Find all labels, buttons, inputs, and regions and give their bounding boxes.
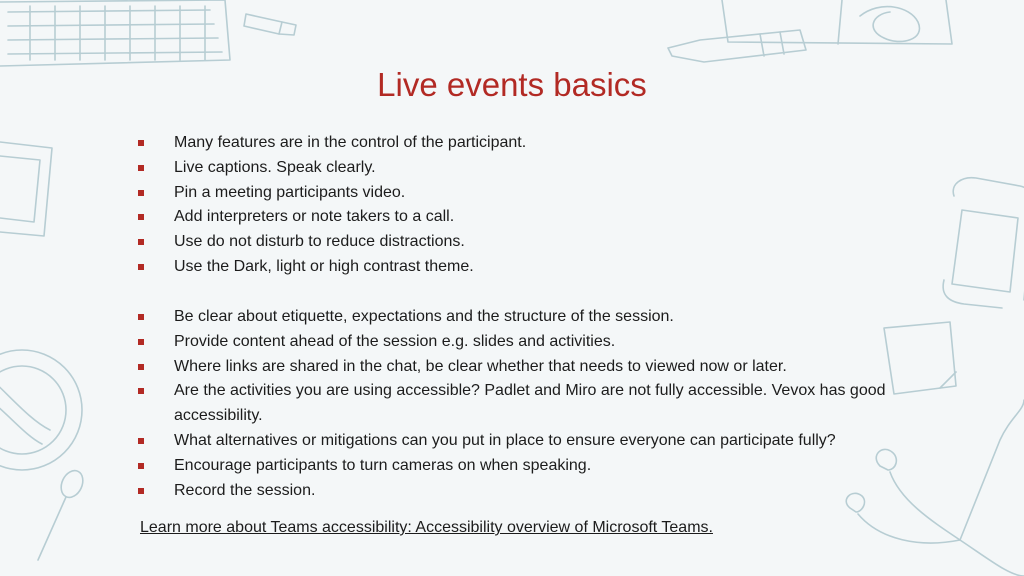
list-item-text: Be clear about etiquette, expectations and the structure of the session. — [174, 308, 674, 325]
list-item-text: Use the Dark, light or high contrast theme. — [174, 257, 474, 275]
list-item-text: Use do not disturb to reduce distractions. — [174, 233, 465, 251]
slide-title: Live events basics — [377, 66, 647, 103]
bullet-marker — [138, 214, 144, 220]
list-item-text: Live captions. Speak clearly. — [174, 158, 376, 176]
bullet-marker — [138, 463, 144, 469]
list-item-text: Provide content ahead of the session e.g. slides and activities. — [174, 332, 616, 350]
bullet-marker — [138, 190, 144, 196]
teams-accessibility-link[interactable]: Learn more about Teams accessibility: Accessibility overview of Microsoft Teams. — [140, 519, 713, 536]
list-item — [138, 156, 898, 181]
list-item — [138, 230, 898, 255]
list-item-text: Encourage participants to turn cameras on when speaking. — [174, 456, 592, 474]
usb-stick-icon — [244, 14, 296, 35]
list-item — [138, 379, 898, 429]
notebook-icon — [722, 0, 952, 44]
list-item-text: Many features are in the control of the participant. — [174, 134, 527, 151]
list-item — [138, 205, 898, 230]
list-item — [138, 305, 898, 330]
list-item-text: Record the session. — [174, 481, 316, 499]
bullet-list-etiquette — [138, 305, 898, 503]
bullet-marker — [138, 140, 144, 146]
list-item-text: Add interpreters or note takers to a call. — [174, 208, 455, 226]
bullet-marker — [138, 264, 144, 270]
list-item — [138, 355, 898, 380]
bullet-marker — [138, 165, 144, 171]
list-item — [138, 131, 898, 156]
list-item-text: Are the activities you are using accessible? Padlet and Miro are not fully accessible. Vevox has good accessibility. — [174, 382, 886, 425]
bullet-marker — [138, 339, 144, 345]
photo-frame-icon — [0, 142, 52, 236]
spoon-icon — [38, 467, 87, 560]
pen-icon — [668, 30, 806, 62]
bullet-marker — [138, 388, 144, 394]
bullet-marker — [138, 239, 144, 245]
bullet-marker — [138, 364, 144, 370]
list-item-text: What alternatives or mitigations can you put in place to ensure everyone can participate fully? — [174, 431, 836, 449]
coffee-cup-icon — [0, 350, 82, 470]
bullet-marker — [138, 488, 144, 494]
list-item — [138, 255, 898, 280]
list-item-text: Pin a meeting participants video. — [174, 183, 406, 201]
list-item — [138, 479, 898, 504]
bullet-list-features — [138, 131, 898, 280]
keyboard-icon — [0, 0, 230, 66]
list-item — [138, 181, 898, 206]
bullet-marker — [138, 314, 144, 320]
smartphone-icon — [943, 178, 1024, 308]
list-item — [138, 454, 898, 479]
bullet-marker — [138, 438, 144, 444]
list-item — [138, 429, 898, 454]
list-item-text: Where links are shared in the chat, be clear whether that needs to viewed now or later. — [174, 357, 787, 375]
list-item — [138, 330, 898, 355]
